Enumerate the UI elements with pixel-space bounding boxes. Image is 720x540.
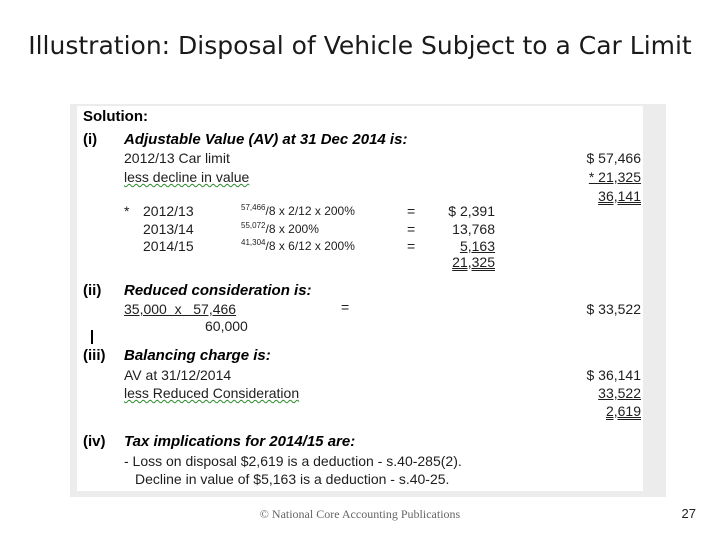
reduced-consideration-equals: = <box>341 299 350 315</box>
page-number: 27 <box>681 506 696 521</box>
calc-row-value: $ 2,391 <box>448 203 495 219</box>
av-date-value: $ 36,141 <box>586 367 641 383</box>
calc-row-denominator: 8 <box>268 204 276 218</box>
section-i-heading: Adjustable Value (AV) at 31 Dec 2014 is: <box>124 131 408 148</box>
calc-row-multiplier: x 200% <box>278 222 319 236</box>
calc-row-denominator: 8 <box>268 222 276 236</box>
calc-row-year: 2012/13 <box>143 203 194 219</box>
calc-row-multiplier: x 6/12 x 200% <box>278 239 355 253</box>
section-iv-number: (iv) <box>83 433 106 450</box>
calc-row-year: 2014/15 <box>143 238 194 254</box>
section-i-number: (i) <box>83 131 98 148</box>
calc-row-year: 2013/14 <box>143 221 194 237</box>
calc-row-formula: $^{55,072}$/8 x 200% <box>241 221 319 236</box>
calc-row-equals: = <box>407 238 416 254</box>
decline-label <box>124 169 249 185</box>
less-reduced-label <box>124 385 299 401</box>
calc-total: 21,325 <box>452 254 495 270</box>
footer-copyright: © National Core Accounting Publications <box>259 507 461 521</box>
decline-label-text: less decline in value <box>124 169 250 185</box>
calc-row-equals: = <box>407 221 416 237</box>
calc-row-multiplier: x 2/12 x 200% <box>278 204 355 218</box>
calc-row-value: 13,768 <box>452 221 495 237</box>
slide-title: Illustration: Disposal of Vehicle Subject to a Car Limit <box>28 31 692 60</box>
solution-panel <box>77 106 643 491</box>
decline-value: * 21,325 <box>588 169 641 185</box>
reduced-consideration-value: $ 33,522 <box>586 301 641 317</box>
reduced-consideration-denominator: 60,000 <box>205 318 248 334</box>
balancing-charge-result: 2,619 <box>605 403 641 419</box>
less-reduced-value: 33,522 <box>598 385 641 401</box>
calc-row-formula: $^{41,304}$/8 x 6/12 x 200% <box>241 238 355 253</box>
calc-row-star: * <box>124 203 130 219</box>
reduced-consideration-numerator: 35,000 x 57,466 <box>124 301 237 317</box>
av-value: 36,141 <box>598 188 641 204</box>
av-date-label: AV at 31/12/2014 <box>124 367 232 383</box>
calc-row-formula: $^{57,466}$/8 x 2/12 x 200% <box>241 203 355 218</box>
section-iii-heading: Balancing charge is: <box>124 347 271 364</box>
tax-implication-line: - Loss on disposal $2,619 is a deduction - s.40-285(2). <box>124 453 462 469</box>
less-reduced-label-text: less Reduced Consideration <box>124 385 300 401</box>
tax-implication-line: Decline in value of $5,163 is a deduction - s.40-25. <box>135 471 450 487</box>
solution-heading: Solution: <box>83 108 148 125</box>
calc-row-equals: = <box>407 203 416 219</box>
section-ii-heading: Reduced consideration is: <box>124 282 312 299</box>
calc-row-numerator: 57,466 <box>241 203 266 212</box>
calc-row-denominator: 8 <box>268 239 276 253</box>
text-cursor <box>91 330 93 344</box>
calc-row-numerator: 55,072 <box>241 221 266 230</box>
section-iv-heading: Tax implications for 2014/15 are: <box>124 433 356 450</box>
section-iii-number: (iii) <box>83 347 106 364</box>
calc-row-value: 5,163 <box>459 238 495 254</box>
car-limit-label: 2012/13 Car limit <box>124 150 230 166</box>
section-ii-number: (ii) <box>83 282 102 299</box>
car-limit-value: $ 57,466 <box>586 150 641 166</box>
calc-row-numerator: 41,304 <box>241 238 266 247</box>
